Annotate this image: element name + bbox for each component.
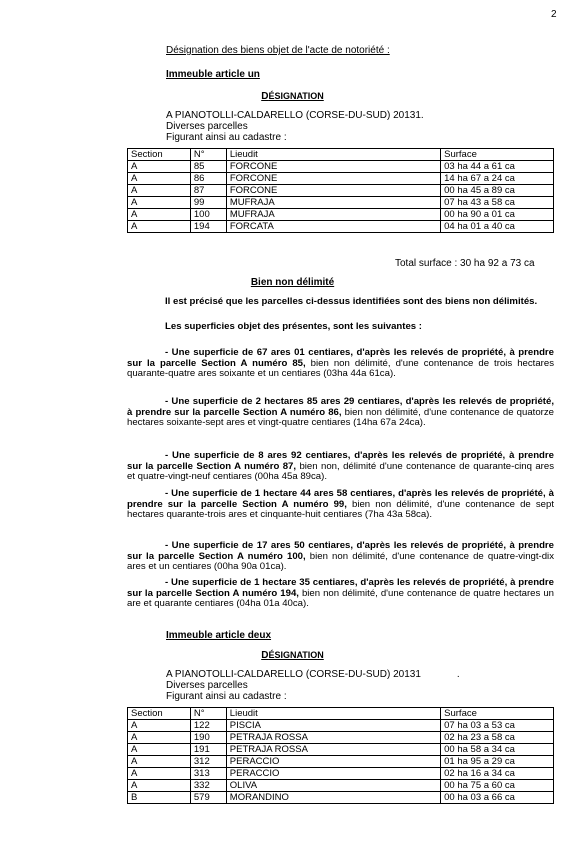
table-cell: A [128,209,191,221]
table-cell: A [128,185,191,197]
column-header: Surface [441,708,554,720]
table-cell: FORCONE [226,185,440,197]
intro-title: Désignation des biens objet de l'acte de notoriété : [166,45,390,56]
table-cell: 04 ha 01 a 40 ca [441,221,554,233]
table-cell: 122 [190,720,226,732]
designation-heading-two: DÉSIGNATION [261,650,324,661]
article-one-heading: Immeuble article un [166,69,260,80]
table-cell: A [128,221,191,233]
table-row [128,792,554,804]
table-cell: 00 ha 03 a 66 ca [441,792,554,804]
table-header-row [128,708,554,720]
table-cell: A [128,744,191,756]
table-cell: 01 ha 95 a 29 ca [441,756,554,768]
table-row [128,197,554,209]
table-cell: 579 [190,792,226,804]
table-cell: FORCATA [226,221,440,233]
table-cell: A [128,161,191,173]
table-cell: 190 [190,732,226,744]
article-two-address: A PIANOTOLLI-CALDARELLO (CORSE-DU-SUD) 20131 . Diverses parcelles Figurant ainsi au cadastre : [166,669,460,702]
table-cell: 191 [190,744,226,756]
table-row [128,720,554,732]
table-cell: 194 [190,221,226,233]
table-cell: 00 ha 90 a 01 ca [441,209,554,221]
superficie-item: - Une superficie de 1 hectare 35 centiares, d'après les relevés de propriété, à prendre sur la parcelle Section A numéro 194, bien non délimité, d'une contenance de quatre hectares un are et quarante centiares (04ha 01a 40ca). [127,577,554,610]
cadastre-table-one [127,148,554,233]
table-cell: 312 [190,756,226,768]
intro-paragraph: Il est précisé que les parcelles ci-dessus identifiées sont des biens non délimités. [165,296,538,307]
table-row [128,209,554,221]
bien-non-delimite-heading: Bien non délimité [250,277,335,288]
table-cell: 100 [190,209,226,221]
table-cell: 03 ha 44 a 61 ca [441,161,554,173]
table-cell: MUFRAJA [226,209,440,221]
total-surface: Total surface : 30 ha 92 a 73 ca [395,258,535,269]
table-cell: A [128,173,191,185]
table-cell: A [128,732,191,744]
article-two-heading: Immeuble article deux [166,630,272,641]
table-cell: 85 [190,161,226,173]
table-row [128,756,554,768]
table-cell: OLIVA [226,780,440,792]
table-row [128,780,554,792]
table-cell: 332 [190,780,226,792]
column-header: Section [128,149,191,161]
table-cell: PETRAJA ROSSA [226,732,440,744]
table-row [128,744,554,756]
table-row [128,768,554,780]
table-cell: 02 ha 16 a 34 ca [441,768,554,780]
article-one-address: A PIANOTOLLI-CALDARELLO (CORSE-DU-SUD) 20131. Diverses parcelles Figurant ainsi au cadastre : [166,110,424,143]
table-cell: FORCONE [226,173,440,185]
page-number: 2 [551,9,557,20]
table-cell: PERACCIO [226,768,440,780]
column-header: Lieudit [226,708,440,720]
column-header: Surface [441,149,554,161]
table-cell: 14 ha 67 a 24 ca [441,173,554,185]
table-cell: A [128,197,191,209]
superficie-item: - Une superficie de 17 ares 50 centiares, d'après les relevés de propriété, à prendre sur la parcelle Section A numéro 100, bien non délimité, d'une contenance de quatre-vingt-dix ares et un centiares (00ha 90a 01ca). [127,540,554,573]
table-header-row [128,149,554,161]
table-cell: 00 ha 45 a 89 ca [441,185,554,197]
table-cell: MORANDINO [226,792,440,804]
table-cell: A [128,756,191,768]
table-cell: 07 ha 43 a 58 ca [441,197,554,209]
table-row [128,732,554,744]
column-header: Lieudit [226,149,440,161]
table-row [128,221,554,233]
superficie-item: - Une superficie de 2 hectares 85 ares 29 centiares, d'après les relevés de propriété, à prendre sur la parcelle Section A numéro 86, bien non délimité, d'une contenance de quatorze hectares soixante-sept ares et vingt-quatre centiares (14ha 67a 24ca). [127,396,554,429]
table-cell: PERACCIO [226,756,440,768]
table-cell: PISCIA [226,720,440,732]
table-cell: MUFRAJA [226,197,440,209]
table-cell: 87 [190,185,226,197]
column-header: N° [190,149,226,161]
cadastre-table-two [127,707,554,804]
table-cell: PETRAJA ROSSA [226,744,440,756]
intro-paragraph-2: Les superficies objet des présentes, sont les suivantes : [165,321,422,332]
table-row [128,185,554,197]
designation-heading-one: DÉSIGNATION [261,91,324,102]
table-cell: 02 ha 23 a 58 ca [441,732,554,744]
column-header: N° [190,708,226,720]
table-cell: A [128,768,191,780]
table-cell: 86 [190,173,226,185]
superficie-item: - Une superficie de 67 ares 01 centiares, d'après les relevés de propriété, à prendre sur la parcelle Section A numéro 85, bien non délimité, d'une contenance de trois hectares quarante-quatre ares soixante et un centiares (03ha 44a 61ca). [127,347,554,380]
table-cell: A [128,720,191,732]
table-cell: 00 ha 58 a 34 ca [441,744,554,756]
table-row [128,161,554,173]
table-cell: 00 ha 75 a 60 ca [441,780,554,792]
column-header: Section [128,708,191,720]
superficie-item: - Une superficie de 1 hectare 44 ares 58 centiares, d'après les relevés de propriété, à prendre sur la parcelle Section A numéro 99, bien non délimité, d'une contenance de sept hectares quarante-trois ares et cinquante-huit centiares (7ha 43a 58ca). [127,488,554,521]
table-row [128,173,554,185]
superficie-item: - Une superficie de 8 ares 92 centiares, d'après les relevés de propriété, à prendre sur la parcelle Section A numéro 87, bien non, délimité d'une contenance de quarante-cinq ares et quatre-vingt-neuf centiares (00ha 45a 89ca). [127,450,554,483]
table-cell: A [128,780,191,792]
table-cell: 07 ha 03 a 53 ca [441,720,554,732]
table-cell: B [128,792,191,804]
table-cell: 313 [190,768,226,780]
table-cell: 99 [190,197,226,209]
table-cell: FORCONE [226,161,440,173]
